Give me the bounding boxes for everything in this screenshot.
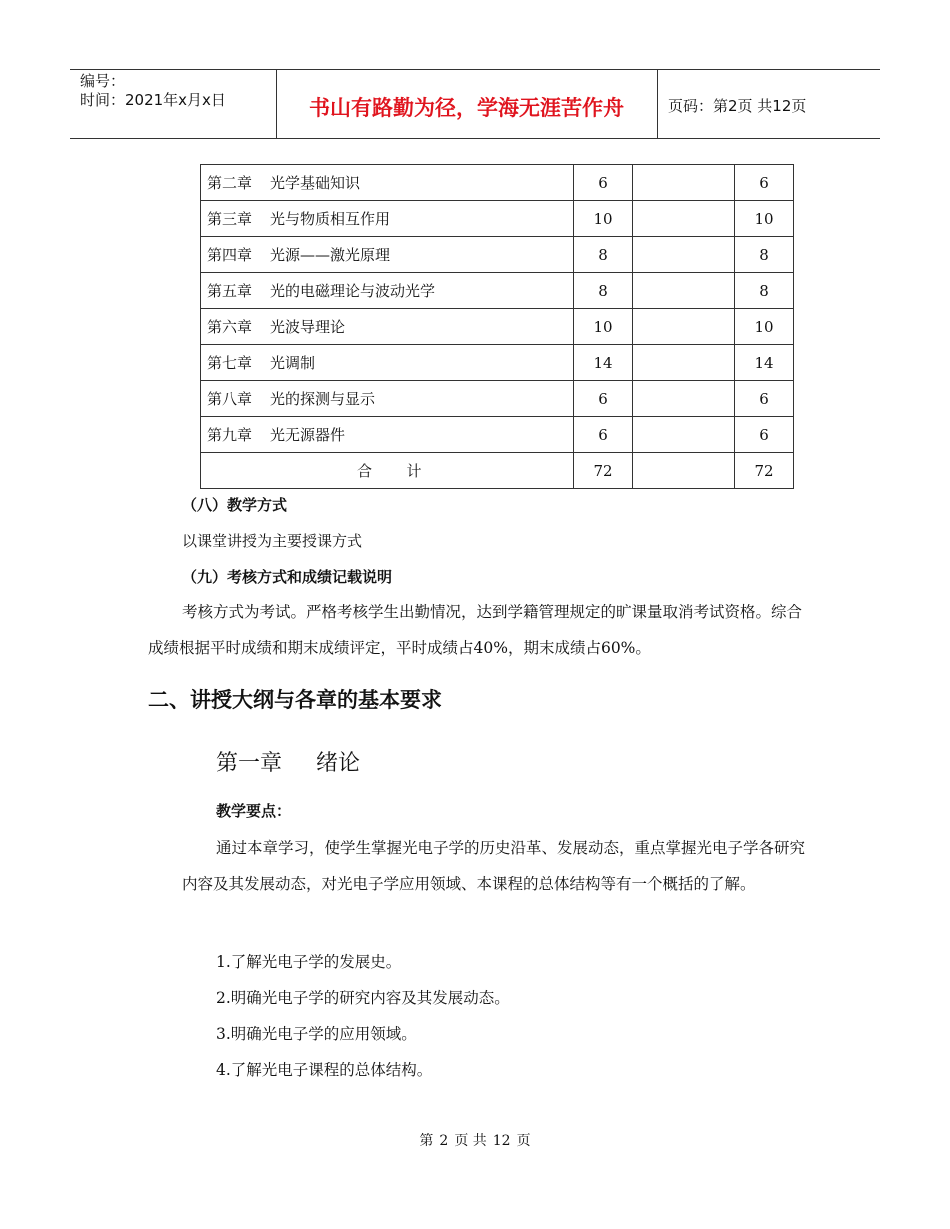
table-cell-chapter xyxy=(201,381,574,417)
chapter-number: 第八章 xyxy=(207,390,253,408)
table-cell-extra xyxy=(633,273,735,309)
section9-body: 考核方式为考试。严格考核学生出勤情况，达到学籍管理规定的旷课量取消考试资格。综合成绩根据平时成绩和期末成绩评定，平时成绩占40%，期末成绩占60%。 xyxy=(148,603,803,657)
section8-heading: （八）教学方式 xyxy=(182,496,288,514)
chapter-number: 第七章 xyxy=(207,354,253,372)
chapter1-intro: 通过本章学习，使学生掌握光电子学的历史沿革、发展动态，重点掌握光电子学各研究内容及其发展动态，对光电子学应用领域、本课程的总体结构等有一个概括的了解。 xyxy=(182,839,806,893)
table-row xyxy=(201,381,794,417)
table-cell-hours: 10 xyxy=(574,309,633,345)
table-cell-total: 14 xyxy=(735,345,794,381)
table-cell-total: 10 xyxy=(735,309,794,345)
chapter1-title: 绪论 xyxy=(316,751,361,776)
table-cell-total: 8 xyxy=(735,237,794,273)
chapter-title: 光源——激光原理 xyxy=(270,246,391,264)
table-cell-extra xyxy=(633,417,735,453)
section8-body: 以课堂讲授为主要授课方式 xyxy=(182,532,363,550)
part2-heading: 二、讲授大纲与各章的基本要求 xyxy=(148,688,442,712)
chapter-title: 光学基础知识 xyxy=(270,174,361,192)
chapter-title: 光的探测与显示 xyxy=(270,390,376,408)
table-total-label: 合 计 xyxy=(201,453,574,489)
table-cell-hours: 10 xyxy=(574,201,633,237)
table-row xyxy=(201,417,794,453)
table-cell-extra xyxy=(633,165,735,201)
table-cell-chapter xyxy=(201,237,574,273)
table-row xyxy=(201,309,794,345)
chapter1-heading xyxy=(216,746,360,777)
footer-page-number: 2 xyxy=(439,1133,449,1149)
table-cell-total: 10 xyxy=(735,201,794,237)
table-row xyxy=(201,201,794,237)
footer-total-pages: 12 xyxy=(492,1133,511,1149)
table-cell-extra xyxy=(633,201,735,237)
page-footer xyxy=(0,1130,950,1150)
table-cell-chapter xyxy=(201,201,574,237)
chapter-number: 第九章 xyxy=(207,426,253,444)
header-bottom-rule xyxy=(70,138,880,139)
table-cell-total: 8 xyxy=(735,273,794,309)
table-total-sum: 72 xyxy=(735,453,794,489)
table-cell-hours: 8 xyxy=(574,237,633,273)
table-cell-hours: 8 xyxy=(574,273,633,309)
table-row xyxy=(201,273,794,309)
table-cell-total: 6 xyxy=(735,381,794,417)
table-total-row xyxy=(201,453,794,489)
table-cell-extra xyxy=(633,309,735,345)
header-time-label: 时间：2021年x月x日 xyxy=(80,91,226,109)
table-cell-chapter xyxy=(201,417,574,453)
teaching-points-label: 教学要点： xyxy=(216,802,292,820)
table-cell-hours: 14 xyxy=(574,345,633,381)
chapter-title: 光的电磁理论与波动光学 xyxy=(270,282,436,300)
table-cell-extra xyxy=(633,345,735,381)
footer-suffix: 页 xyxy=(516,1133,531,1149)
table-row xyxy=(201,237,794,273)
chapter-title: 光调制 xyxy=(270,354,316,372)
table-cell-total: 6 xyxy=(735,165,794,201)
list-item: 4.了解光电子课程的总体结构。 xyxy=(216,1061,433,1079)
section9-heading: （九）考核方式和成绩记载说明 xyxy=(182,568,393,586)
header-top-rule xyxy=(70,69,880,70)
header-divider-right xyxy=(657,69,658,139)
header-number-label: 编号： xyxy=(80,72,126,90)
table-row xyxy=(201,165,794,201)
table-cell-hours: 6 xyxy=(574,165,633,201)
header-motto: 书山有路勤为径，学海无涯苦作舟 xyxy=(309,96,624,120)
chapter-title: 光与物质相互作用 xyxy=(270,210,391,228)
table-cell-hours: 6 xyxy=(574,417,633,453)
chapter-number: 第五章 xyxy=(207,282,253,300)
footer-prefix: 第 xyxy=(419,1133,434,1149)
chapter-number: 第四章 xyxy=(207,246,253,264)
chapter-title: 光波导理论 xyxy=(270,318,346,336)
table-total-hours: 72 xyxy=(574,453,633,489)
list-item: 2.明确光电子学的研究内容及其发展动态。 xyxy=(216,989,510,1007)
table-total-extra xyxy=(633,453,735,489)
chapter1-number: 第一章 xyxy=(216,751,283,776)
header-meta xyxy=(80,72,226,110)
chapter-number: 第二章 xyxy=(207,174,253,192)
table-cell-total: 6 xyxy=(735,417,794,453)
chapter-number: 第六章 xyxy=(207,318,253,336)
table-cell-chapter xyxy=(201,345,574,381)
chapter-number: 第三章 xyxy=(207,210,253,228)
table-cell-extra xyxy=(633,237,735,273)
list-item: 1.了解光电子学的发展史。 xyxy=(216,953,402,971)
course-hours-body xyxy=(201,165,794,489)
course-hours-table xyxy=(200,164,794,489)
list-item: 3.明确光电子学的应用领域。 xyxy=(216,1025,417,1043)
chapter-title: 光无源器件 xyxy=(270,426,346,444)
table-cell-chapter xyxy=(201,165,574,201)
header-page-info: 页码：第2页 共12页 xyxy=(668,97,807,115)
table-cell-extra xyxy=(633,381,735,417)
table-cell-chapter xyxy=(201,273,574,309)
table-row xyxy=(201,345,794,381)
footer-middle: 页 共 xyxy=(454,1133,487,1149)
table-cell-chapter xyxy=(201,309,574,345)
table-cell-hours: 6 xyxy=(574,381,633,417)
